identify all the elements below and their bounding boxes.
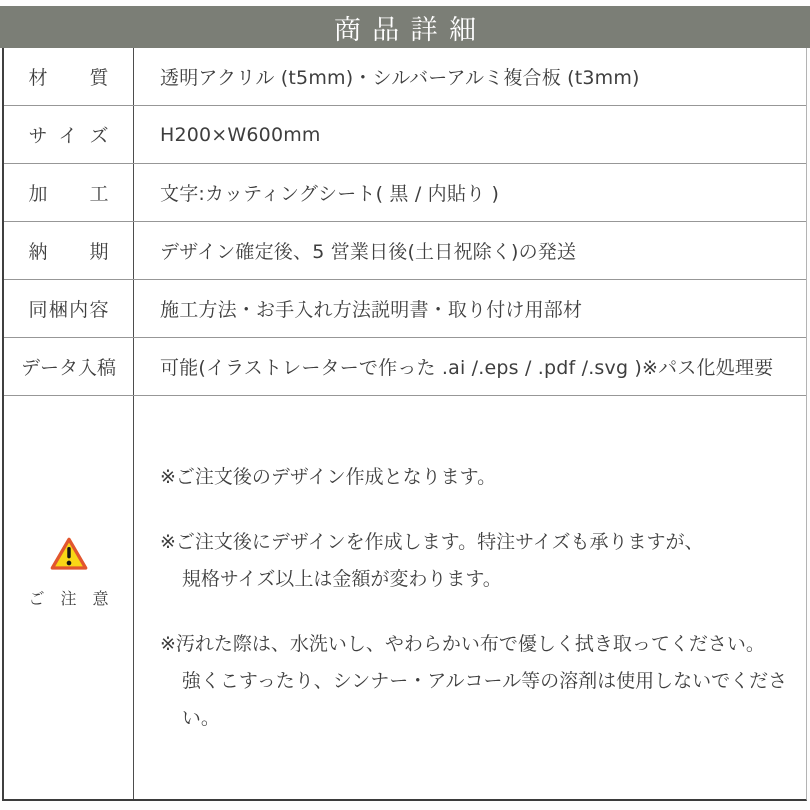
row-label: データ入稿	[20, 357, 116, 379]
row-included-contents	[4, 280, 806, 338]
row-delivery-label-cell	[4, 222, 134, 279]
row-processing	[4, 164, 806, 222]
caution-note-2	[160, 524, 796, 598]
row-delivery	[4, 222, 806, 280]
row-label: サイズ	[28, 125, 109, 147]
row-delivery-value: デザイン確定後、5 営業日後(土日祝除く)の発送	[160, 241, 577, 263]
row-size-label-cell	[4, 106, 134, 163]
caution-label: ご注意	[28, 589, 109, 608]
note-line: ※汚れた際は、水洗いし、やわらかい布で優しく拭き取ってください。	[160, 632, 765, 655]
row-included-contents-label-cell	[4, 280, 134, 337]
note-line: ※ご注文後のデザイン作成となります。	[160, 465, 497, 488]
row-processing-label-cell	[4, 164, 134, 221]
caution-note-3	[160, 626, 796, 737]
note-line: 規格サイズ以上は金額が変わります。	[181, 567, 502, 590]
product-spec-table	[2, 48, 807, 801]
row-caution	[4, 396, 806, 799]
row-label: 同梱内容	[28, 299, 109, 321]
row-label: 加工	[28, 183, 109, 205]
row-material-label-cell	[4, 48, 134, 105]
note-line: ※ご注文後にデザインを作成します。特注サイズも承りますが、	[160, 530, 704, 553]
warning-triangle-icon	[49, 536, 89, 572]
section-header-bar	[0, 6, 810, 48]
row-size	[4, 106, 806, 164]
row-included-contents-value: 施工方法・お手入れ方法説明書・取り付け用部材	[160, 299, 583, 321]
row-label: 材質	[28, 67, 109, 89]
row-data-submission	[4, 338, 806, 396]
caution-notes	[134, 396, 806, 799]
row-label: 納期	[28, 241, 109, 263]
caution-label-block	[29, 536, 109, 609]
row-caution-label-cell	[4, 396, 134, 799]
note-line: 強くこすったり、シンナー・アルコール等の溶剤は使用しないでください。	[181, 669, 788, 729]
row-data-submission-value: 可能(イラストレーターで作った .ai /.eps / .pdf /.svg )※パス化処理要	[160, 357, 774, 379]
row-data-submission-label-cell	[4, 338, 134, 395]
page-title: 商品詳細	[333, 14, 488, 46]
caution-note-1	[160, 459, 796, 496]
row-size-value: H200×W600mm	[160, 123, 321, 146]
row-material-value: 透明アクリル (t5mm)・シルバーアルミ複合板 (t3mm)	[160, 67, 640, 89]
row-processing-value: 文字:カッティングシート( 黒 / 内貼り )	[160, 183, 500, 205]
row-material	[4, 48, 806, 106]
